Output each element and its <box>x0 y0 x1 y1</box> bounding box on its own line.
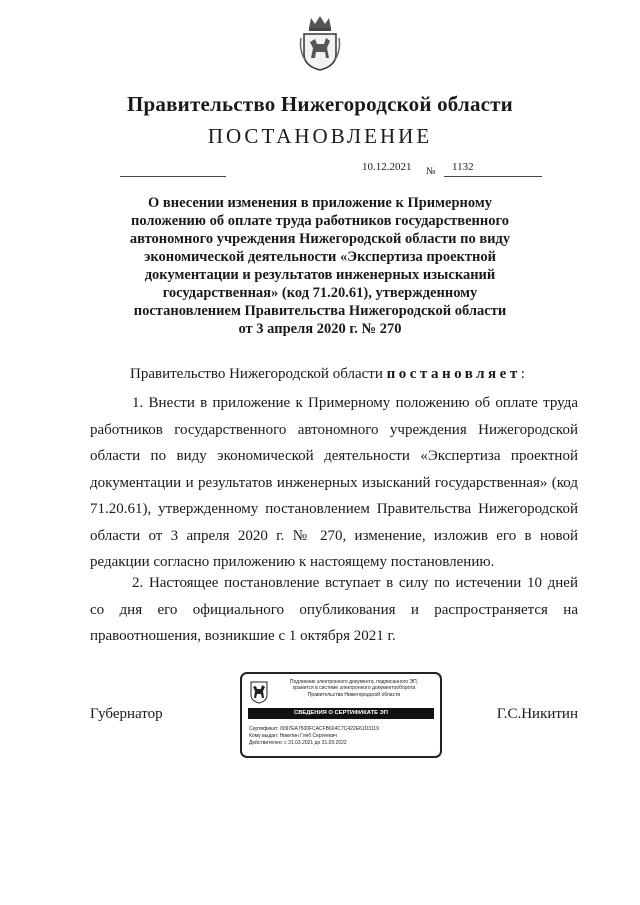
title-line: О внесении изменения в приложение к Примерному <box>148 195 492 211</box>
stamp-header-line: хранится в системе электронного документооборота <box>292 685 416 692</box>
coat-of-arms-icon <box>299 14 341 72</box>
stamp-banner: СВЕДЕНИЯ О СЕРТИФИКАТЕ ЭП <box>248 708 434 719</box>
intro-keyword: постановляет <box>386 366 521 382</box>
resolution-intro <box>130 366 525 383</box>
number-line <box>444 176 542 177</box>
title-line: документации и результатов инженерных изысканий <box>144 267 496 283</box>
certificate-line: Кому выдан: Никитин Глеб Сергеевич <box>249 733 338 739</box>
stamp-header-line: Подлинник электронного документа, подписанного ЭП, <box>289 679 419 685</box>
title-line: автономного учреждения Нижегородской области по виду <box>129 231 511 247</box>
intro-suffix: : <box>520 366 525 382</box>
stamp-header <box>270 679 438 698</box>
certificate-line: Сертификат: 0097EA7500FCACFB604C7C422E61D3119 <box>249 726 379 732</box>
certificate-details <box>249 726 379 747</box>
document-title <box>100 194 540 338</box>
organization-name: Правительство Нижегородской области <box>127 92 513 116</box>
paragraph-1: 1. Внести в приложение к Примерному положению об оплате труда работников государственного автономного учреждения Нижегородской области по виду экономической деятельности «Экспертиза проектной документации и результатов инженерных изысканий государственная» (код 71.20.61), утвержденному постановлением Правительства Нижегородской области от 3 апреля 2020 г. № 270, изменение, изложив его в новой редакции согласно приложению к настоящему постановлению. <box>90 395 578 570</box>
title-line: постановлением Правительства Нижегородской области <box>133 303 507 319</box>
signatory-position: Губернатор <box>90 706 163 722</box>
electronic-signature-stamp <box>240 672 442 758</box>
title-line: от 3 апреля 2020 г. № 270 <box>238 321 402 337</box>
document-date: 10.12.2021 <box>362 161 412 173</box>
certificate-line: Действителен: с 31.03.2021 до 31.03.2022 <box>249 740 347 746</box>
document-number: 1132 <box>452 161 474 173</box>
deer-emblem-icon <box>250 680 268 704</box>
title-line: положению об оплате труда работников государственного <box>131 213 509 229</box>
intro-prefix: Правительство Нижегородской области <box>130 366 387 382</box>
stamp-header-line: Правительства Нижегородской области <box>307 691 401 698</box>
number-sign: № <box>426 166 436 177</box>
document-type: ПОСТАНОВЛЕНИЕ <box>207 124 433 148</box>
paragraph-2: 2. Настоящее постановление вступает в силу по истечении 10 дней со дня его официального опубликования и распространяется на правоотношения, возникшие с 1 октября 2021 г. <box>90 575 578 644</box>
signatory-name: Г.С.Никитин <box>496 706 578 722</box>
blank-line <box>120 176 226 177</box>
title-line: государственная» (код 71.20.61), утвержденному <box>162 285 478 301</box>
title-line: экономической деятельности «Экспертиза проектной <box>144 249 496 265</box>
